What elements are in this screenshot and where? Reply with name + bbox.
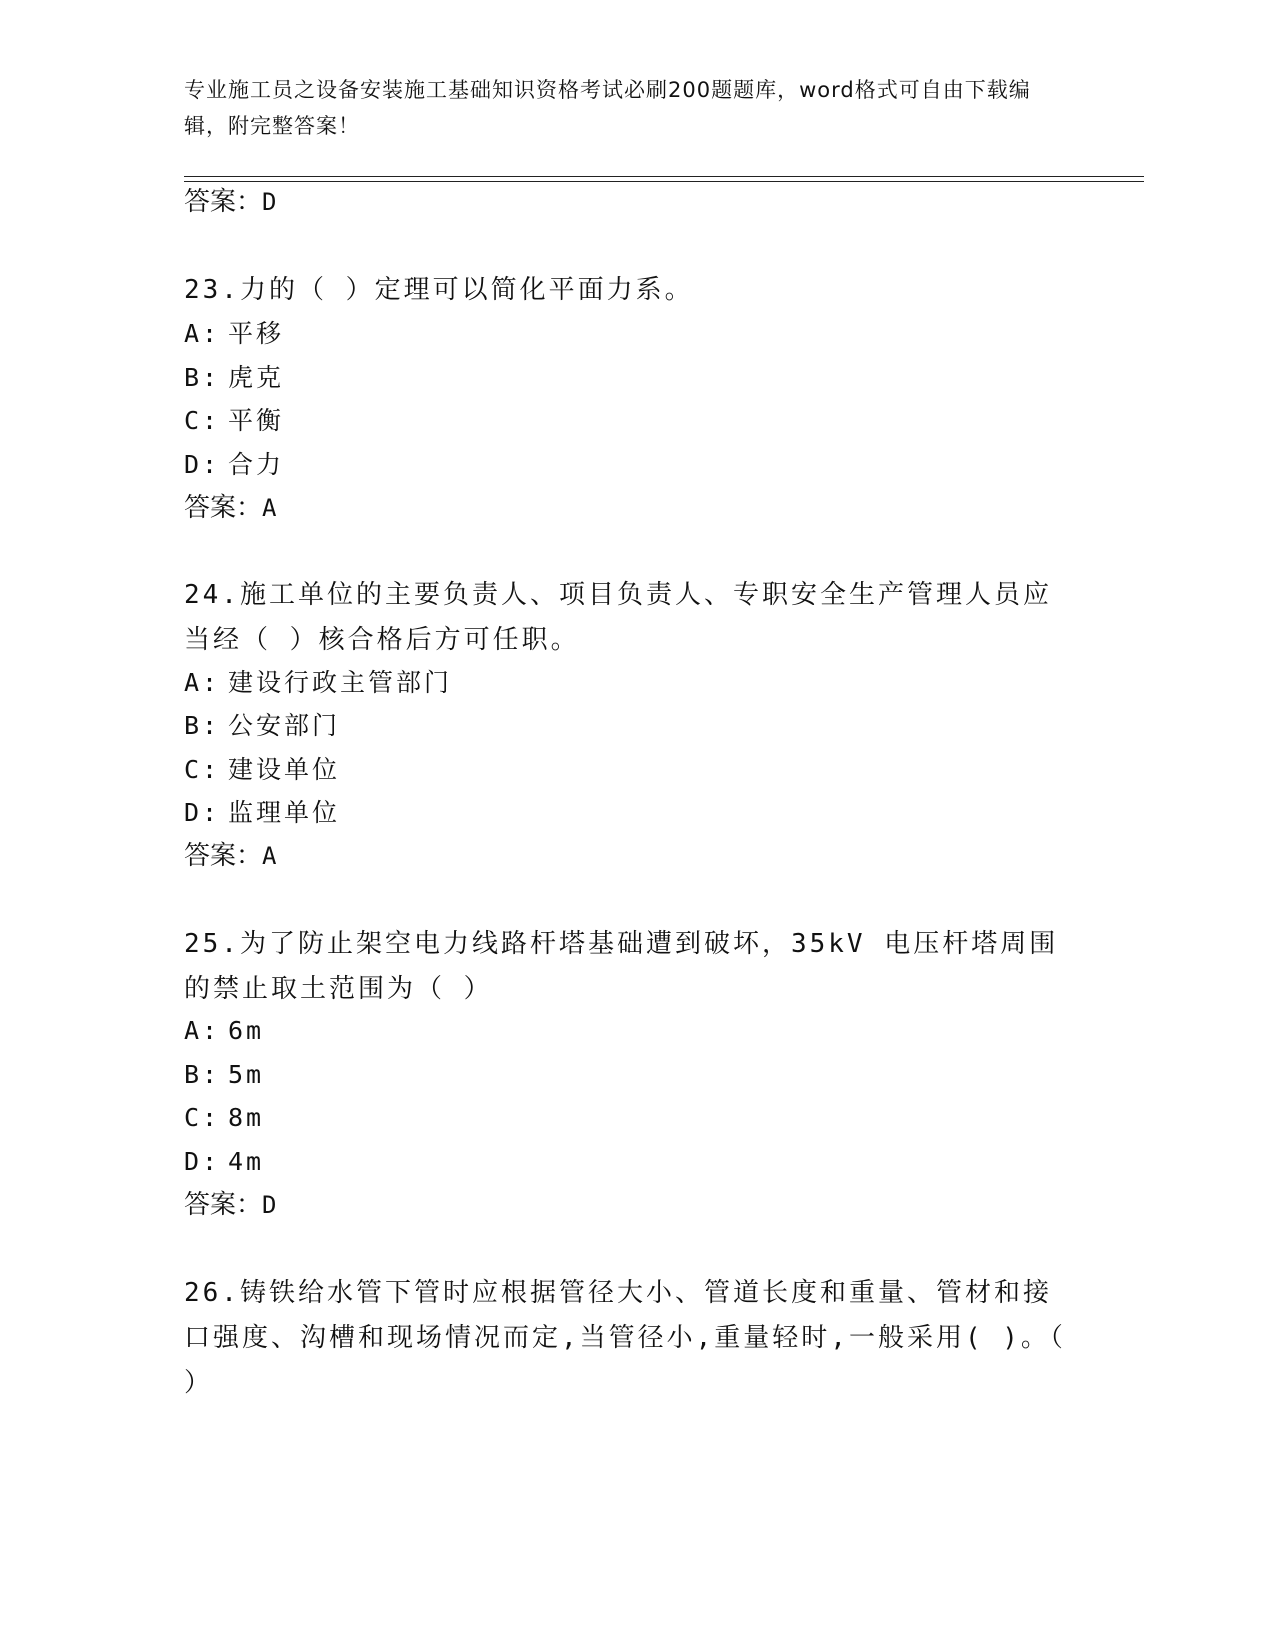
answer-label: 答案： — [184, 493, 263, 523]
question-body: 施工单位的主要负责人、项目负责人、专职安全生产管理人员应当经（ ）核合格后方可任职。 — [184, 580, 1052, 655]
answer-line — [184, 182, 276, 222]
answer-label: 答案： — [184, 187, 263, 217]
option-line — [184, 790, 340, 835]
question-text — [184, 1271, 1074, 1406]
answer-label: 答案： — [184, 841, 263, 871]
option-key: D: — [184, 450, 221, 479]
question-number: 23. — [184, 275, 240, 305]
question-text — [184, 922, 1074, 1012]
answer-value: A — [262, 494, 277, 522]
header-rule-bottom — [184, 181, 1144, 182]
option-key: C: — [184, 406, 221, 435]
option-line — [184, 1052, 264, 1097]
option-text: 监理单位 — [228, 798, 341, 827]
option-text: 6m — [228, 1016, 265, 1045]
option-line — [184, 660, 452, 705]
option-text: 8m — [228, 1103, 265, 1132]
question-text — [184, 268, 1074, 313]
question-body: 铸铁给水管下管时应根据管径大小、管道长度和重量、管材和接口强度、沟槽和现场情况而定,当管径小,重量轻时,一般采用( )。（ ） — [184, 1278, 1066, 1398]
option-line — [184, 1139, 264, 1184]
option-text: 5m — [228, 1060, 265, 1089]
option-line — [184, 398, 284, 443]
question-body: 力的（ ）定理可以简化平面力系。 — [239, 275, 694, 305]
question-body: 为了防止架空电力线路杆塔基础遭到破坏，35kV 电压杆塔周围的禁止取土范围为（ ） — [184, 929, 1059, 1004]
option-key: C: — [184, 755, 221, 784]
answer-line — [184, 488, 276, 528]
option-text: 建设行政主管部门 — [228, 668, 453, 697]
option-key: B: — [184, 363, 221, 392]
option-text: 平移 — [228, 319, 285, 348]
option-key: D: — [184, 1147, 221, 1176]
option-key: A: — [184, 668, 221, 697]
answer-line — [184, 1185, 276, 1225]
question-number: 26. — [184, 1278, 240, 1308]
answer-value: D — [262, 188, 277, 216]
option-text: 4m — [228, 1147, 265, 1176]
option-key: A: — [184, 319, 221, 348]
answer-value: D — [262, 1191, 277, 1219]
option-text: 建设单位 — [228, 755, 341, 784]
question-number: 24. — [184, 580, 240, 610]
option-key: D: — [184, 798, 221, 827]
option-key: A: — [184, 1016, 221, 1045]
option-text: 公安部门 — [228, 711, 341, 740]
option-line — [184, 747, 340, 792]
answer-line — [184, 836, 276, 876]
option-text: 合力 — [228, 450, 285, 479]
answer-value: A — [262, 842, 277, 870]
option-line — [184, 355, 284, 400]
option-key: B: — [184, 1060, 221, 1089]
document-header: 专业施工员之设备安装施工基础知识资格考试必刷200题题库，word格式可自由下载编辑，附完整答案！ — [184, 78, 1031, 138]
option-line — [184, 311, 284, 356]
option-key: C: — [184, 1103, 221, 1132]
option-key: B: — [184, 711, 221, 740]
option-line — [184, 1008, 264, 1053]
header-rule-top — [184, 176, 1144, 177]
option-line — [184, 1095, 264, 1140]
question-text — [184, 573, 1074, 663]
option-line — [184, 703, 340, 748]
option-line — [184, 442, 284, 487]
option-text: 平衡 — [228, 406, 285, 435]
option-text: 虎克 — [228, 363, 285, 392]
question-number: 25. — [184, 929, 240, 959]
answer-label: 答案： — [184, 1190, 263, 1220]
